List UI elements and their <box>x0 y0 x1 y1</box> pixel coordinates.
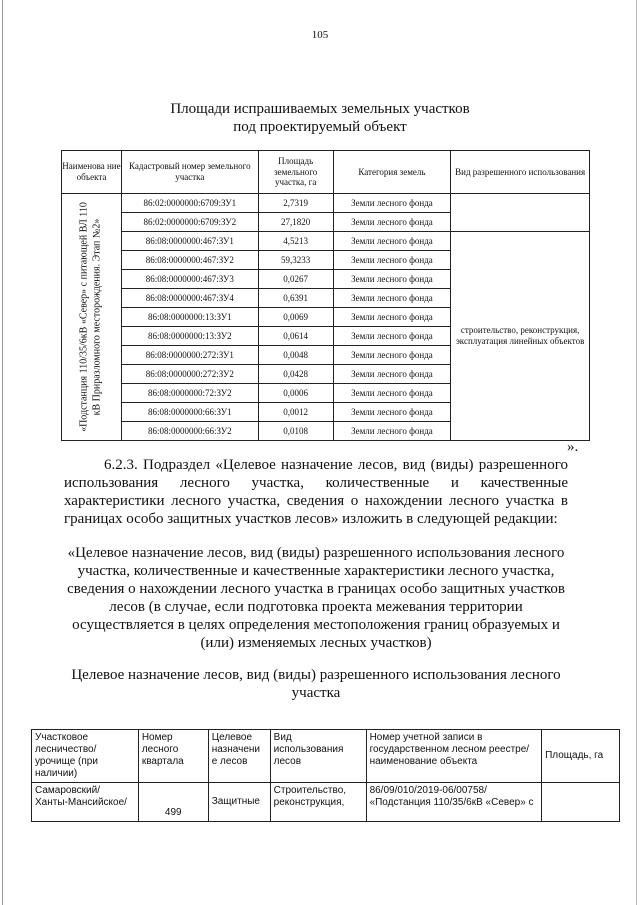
forest-purpose-table <box>31 729 620 822</box>
area-cell <box>542 783 620 822</box>
header-cadastral: Кадастровый номер земельного участка <box>121 151 258 194</box>
table1-title-line2: под проектируемый объект <box>233 119 407 135</box>
table-row <box>62 232 590 251</box>
land-category: Земли лесного фонда <box>333 232 451 251</box>
header-forestry: Участковое лесничество/ урочище (при наличии) <box>32 730 139 783</box>
page-number: 105 <box>311 29 329 41</box>
land-category: Земли лесного фонда <box>333 327 451 346</box>
land-category: Земли лесного фонда <box>333 251 451 270</box>
header-record: Номер учетной записи в государственном лесном реестре/ наименование объекта <box>366 730 542 783</box>
table-row <box>62 194 590 213</box>
quarter-cell: 499 <box>138 783 208 822</box>
table1-title-line1: Площади испрашиваемых земельных участков <box>170 101 470 117</box>
area-value: 0,6391 <box>258 289 333 308</box>
land-category: Земли лесного фонда <box>333 213 451 232</box>
area-value: 0,0108 <box>258 422 333 441</box>
land-category: Земли лесного фонда <box>333 422 451 441</box>
cadastral-number: 86:08:0000000:467:ЗУ3 <box>121 270 258 289</box>
header-use-type: Вид использования лесов <box>270 730 366 783</box>
cadastral-number: 86:08:0000000:66:ЗУ1 <box>121 403 258 422</box>
cadastral-number: 86:08:0000000:272:ЗУ2 <box>121 365 258 384</box>
land-category: Земли лесного фонда <box>333 403 451 422</box>
permitted-use-blank-top <box>451 194 590 232</box>
area-value: 59,3233 <box>258 251 333 270</box>
header-category: Категория земель <box>333 151 451 194</box>
area-value: 0,0048 <box>258 346 333 365</box>
area-value: 0,0012 <box>258 403 333 422</box>
header-purpose: Целевое назначени е лесов <box>208 730 270 783</box>
closing-quote: ». <box>567 439 579 455</box>
object-name: «Подстанция 110/35/6кВ «Север» с питающей ВЛ 110 кВ Приразломного месторождения. Этап №2» <box>78 202 103 432</box>
header-permitted-use: Вид разрешенного использования <box>451 151 590 194</box>
cadastral-number: 86:08:0000000:72:ЗУ2 <box>121 384 258 403</box>
area-value: 2,7319 <box>258 194 333 213</box>
header-area: Площадь, га <box>542 730 620 783</box>
land-category: Земли лесного фонда <box>333 270 451 289</box>
cadastral-number: 86:08:0000000:13:ЗУ1 <box>121 308 258 327</box>
permitted-use: строительство, реконструкция, эксплуатация линейных объектов <box>451 232 590 441</box>
cadastral-number: 86:08:0000000:467:ЗУ1 <box>121 232 258 251</box>
cadastral-number: 86:02:0000000:6709:ЗУ2 <box>121 213 258 232</box>
forestry-cell: Самаровский/ Ханты-Мансийское/ <box>32 783 139 822</box>
cadastral-number: 86:08:0000000:66:ЗУ2 <box>121 422 258 441</box>
land-category: Земли лесного фонда <box>333 289 451 308</box>
land-category: Земли лесного фонда <box>333 365 451 384</box>
purpose-cell: Защитные <box>208 783 270 822</box>
header-object-name: Наименова ние объекта <box>62 151 122 194</box>
land-category: Земли лесного фонда <box>333 308 451 327</box>
cadastral-number: 86:08:0000000:272:ЗУ1 <box>121 346 258 365</box>
header-area: Площадь земельного участка, га <box>258 151 333 194</box>
use-type-cell: Строительство, реконструкция, <box>270 783 366 822</box>
area-value: 4,5213 <box>258 232 333 251</box>
table-row <box>32 783 620 822</box>
area-value: 0,0069 <box>258 308 333 327</box>
table2-header-row <box>32 730 620 783</box>
object-name-cell <box>62 194 122 441</box>
land-category: Земли лесного фонда <box>333 384 451 403</box>
cadastral-number: 86:08:0000000:467:ЗУ2 <box>121 251 258 270</box>
header-quarter: Номер лесного квартала <box>138 730 208 783</box>
record-cell: 86/09/010/2019-06/00758/ «Подстанция 110/35/6кВ «Север» с <box>366 783 542 822</box>
cadastral-number: 86:02:0000000:6709:ЗУ1 <box>121 194 258 213</box>
cadastral-number: 86:08:0000000:13:ЗУ2 <box>121 327 258 346</box>
land-category: Земли лесного фонда <box>333 346 451 365</box>
area-value: 0,0614 <box>258 327 333 346</box>
section-subheading: Целевое назначение лесов, вид (виды) разрешенного использования лесного участка <box>71 667 561 701</box>
table1-header-row <box>62 151 590 194</box>
area-value: 27,1820 <box>258 213 333 232</box>
area-value: 0,0006 <box>258 384 333 403</box>
paragraph-6-2-3: 6.2.3. Подраздел «Целевое назначение лесов, вид (виды) разрешенного использования лесного участка, количественные и качественные характеристики лесного участка, сведения о нахождении лесного участка в границах особо защитных участков лесов» изложить в следующей редакции: <box>64 457 568 527</box>
area-value: 0,0428 <box>258 365 333 384</box>
quoted-section-heading: «Целевое назначение лесов, вид (виды) разрешенного использования лесного участка, количественные и качественные характеристики лесного участка, сведения о нахождении лесного участка в границах особо защитных участков лесов (в случае, если подготовка проекта межевания территории осуществляется в целях определения местоположения границ образуемых и (или) изменяемых лесных участков) <box>67 545 565 651</box>
land-plots-table <box>61 150 590 441</box>
land-category: Земли лесного фонда <box>333 194 451 213</box>
area-value: 0,0267 <box>258 270 333 289</box>
cadastral-number: 86:08:0000000:467:ЗУ4 <box>121 289 258 308</box>
